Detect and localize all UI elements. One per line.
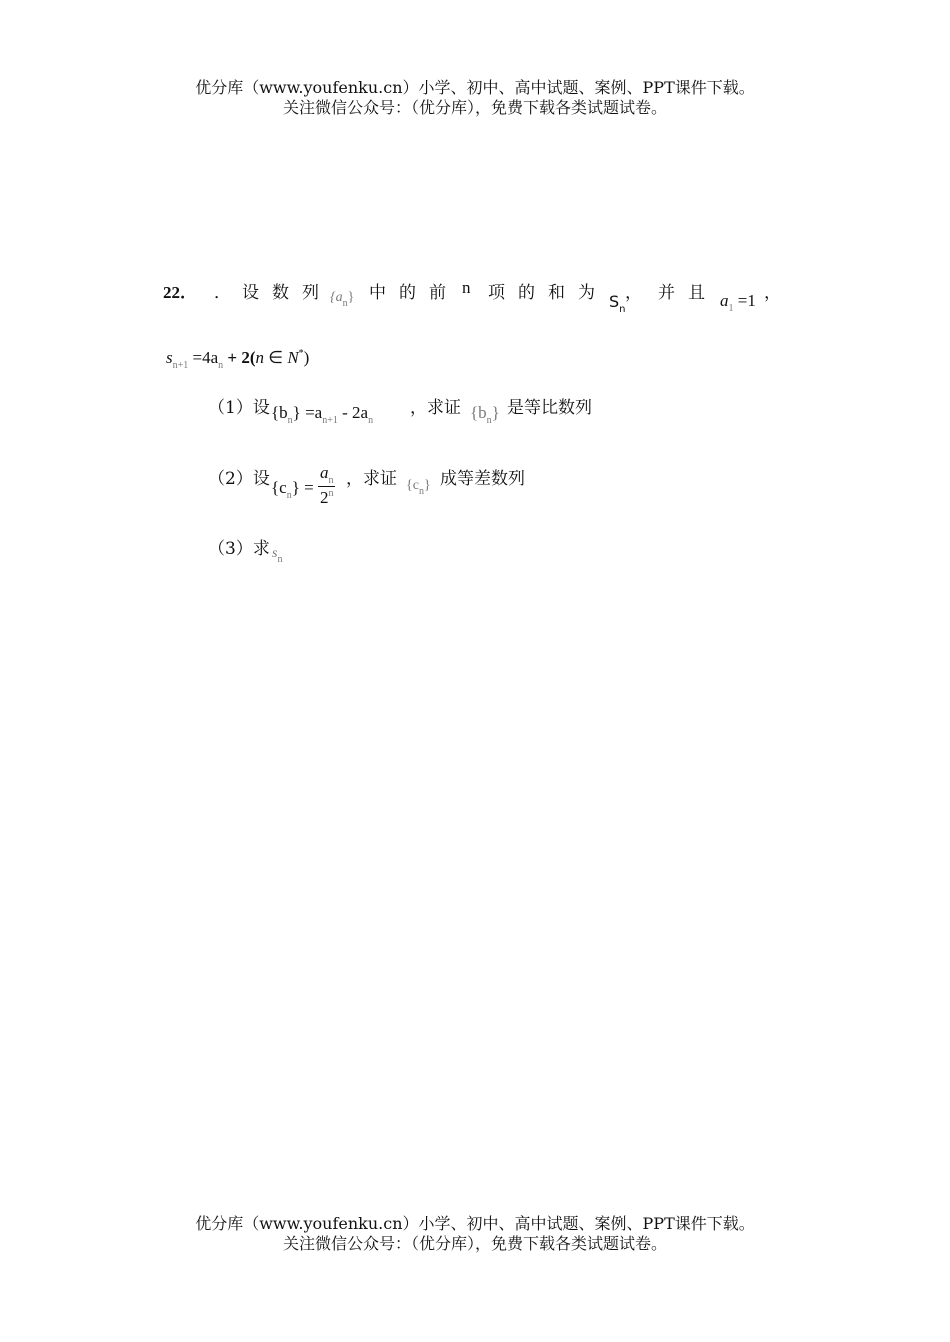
part-2-sequence-c: $\{c_n\}$ <box>406 478 431 497</box>
part-2-conclusion: 成等差数列 <box>440 469 525 489</box>
footer-banner <box>0 1214 950 1254</box>
problem-comma: ， <box>625 283 642 303</box>
fraction-an-over-2n: $\frac{a_n}{2^n}$ <box>319 463 334 507</box>
part-1-sequence-b: $\{b_n\}$ <box>470 403 500 426</box>
part-3-sum-s: $s_n$ <box>272 546 283 565</box>
part-2-label: （2）设 <box>208 469 270 489</box>
problem-text-1: 设数列 <box>242 283 332 303</box>
problem-text-3: 项的和为 <box>488 283 608 303</box>
problem-number: 22． <box>163 283 197 302</box>
problem-comma-2: ， <box>764 283 781 303</box>
footer-line-2: 关注微信公众号：（优分库），免费下载各类试题试卷。 <box>282 1234 667 1253</box>
header-line-2: 关注微信公众号：（优分库），免费下载各类试题试卷。 <box>282 98 667 117</box>
sum-S-symbol: $S_n$ <box>609 292 626 315</box>
part-1-conclusion: 是等比数列 <box>507 398 592 418</box>
a1-equation: $a_1 =1$ <box>720 291 756 314</box>
part-1-label: （1）设 <box>208 398 270 418</box>
part-1-prove: ，求证 <box>410 398 461 418</box>
footer-line-1: 优分库（www.youfenku.cn）小学、初中、高中试题、案例、PPT课件下载。 <box>195 1214 755 1233</box>
problem-n: n <box>462 278 471 297</box>
problem-text-2: 中的前 <box>369 283 459 303</box>
part-2-definition: $\{c_n\}$ = $\frac{a_n}{2^n}$ <box>271 463 335 512</box>
part-3-label: （3）求 <box>208 539 270 559</box>
part-2-prove: ，求证 <box>346 469 397 489</box>
sequence-a-symbol: $\{a_n\}$ <box>330 290 355 309</box>
problem-dot: ． <box>214 283 231 303</box>
problem-text-4: 并且 <box>658 283 718 303</box>
header-line-1: 优分库（www.youfenku.cn）小学、初中、高中试题、案例、PPT课件下载。 <box>195 78 755 97</box>
recurrence-equation: $s_{n+1} =4a_n + 2(n$ ∈ N*) <box>166 348 310 371</box>
part-1-definition: $\{b_n\} =a_{n+1} - 2a_n$ <box>271 403 374 426</box>
